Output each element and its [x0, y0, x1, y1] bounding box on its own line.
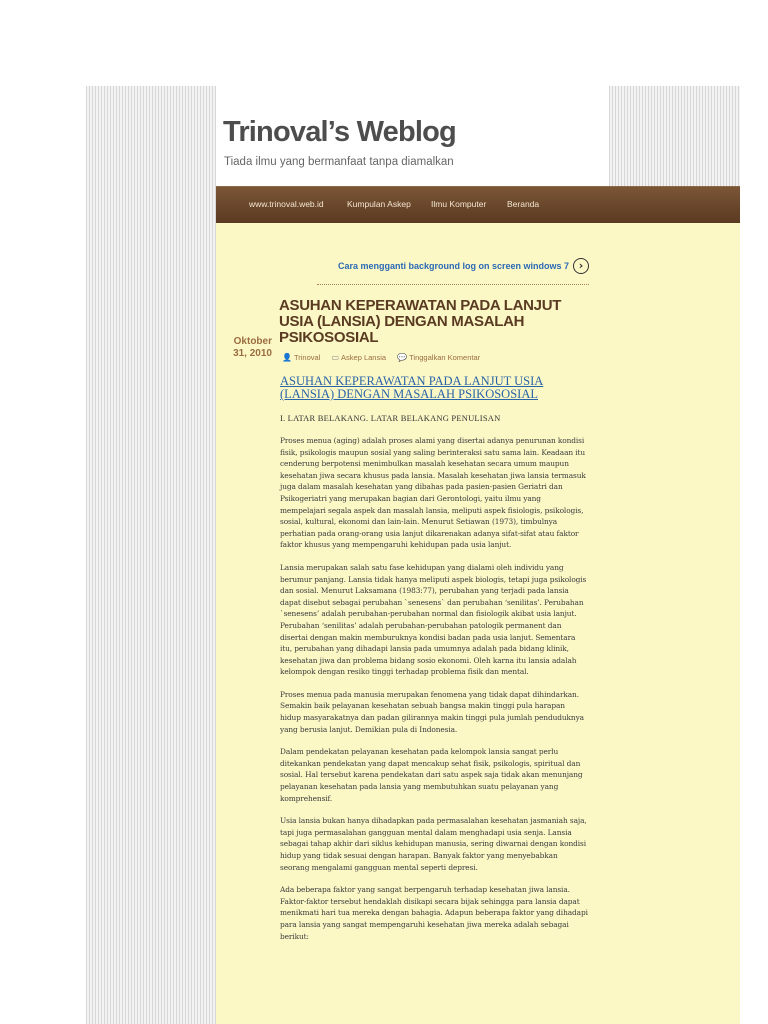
post-category[interactable]: [331, 353, 386, 362]
user-icon: 👤: [282, 353, 292, 362]
article-link[interactable]: ASUHAN KEPERAWATAN PADA LANJUT USIA (LANSIA) DENGAN MASALAH PSIKOSOSIAL: [280, 374, 544, 401]
next-post-link[interactable]: Cara mengganti background log on screen windows 7: [337, 261, 569, 271]
folder-icon: ▭: [331, 353, 340, 362]
post-title[interactable]: ASUHAN KEPERAWATAN PADA LANJUT USIA (LANSIA) DENGAN MASALAH PSIKOSOSIAL: [279, 297, 562, 346]
paragraph: Ada beberapa faktor yang sangat berpengaruh terhadap kesehatan jiwa lansia. Faktor-faktor tersebut hendaklah disikapi secara bijak sehingga para lansia dapat menikmati hari tua mereka dengan bahagia. Adapun beberapa faktor yang dihadapi para lansia yang sangat mempengaruhi kesehatan jiwa mereka adalah sebagai berikut:: [280, 885, 588, 941]
post-date-month: Oktober: [233, 336, 272, 347]
paragraph: Proses menua pada manusia merupakan fenomena yang tidak dapat dihindarkan. Semakin baik pelayanan kesehatan sebuah bangsa makin tinggi pula harapan hidup masyarakatnya dan padan gilirannya makin tinggi pula jumlah penduduknya yang berusia lanjut. Demikian pula di Indonesia.: [280, 689, 584, 734]
post-category-name: Askep Lansia: [341, 353, 387, 362]
post-date-day-year: 31, 2010: [233, 348, 272, 359]
blog-title[interactable]: Trinoval’s Weblog: [223, 116, 456, 148]
post-author[interactable]: [282, 353, 320, 362]
nav-item-ilmu-komputer[interactable]: Ilmu Komputer: [431, 199, 487, 209]
post-date: [222, 336, 272, 360]
main-navigation: [216, 186, 740, 223]
nav-item-website[interactable]: www.trinoval.web.id: [249, 199, 324, 209]
next-post-navigation: [317, 258, 589, 285]
blog-tagline: Tiada ilmu yang bermanfaat tanpa diamalkan: [224, 156, 454, 168]
post-comment-link[interactable]: [397, 353, 480, 362]
nav-item-kumpulan-askep[interactable]: Kumpulan Askep: [347, 199, 411, 209]
comment-icon: 💬: [397, 353, 408, 362]
left-background-stripes: [86, 86, 216, 1024]
post-meta: [282, 353, 489, 365]
paragraph: Lansia merupakan salah satu fase kehidupan yang dialami oleh individu yang berumur panjang. Lansia tidak hanya meliputi aspek biologis, tetapi juga psikologis dan sosial. Menurut Laksamana (1983:77), perubahan yang terjadi pada lansia dapat disebut sebagai perubahan `senesens` dan perubahan ‘senilitas’. Perubahan `senesens’ adalah perubahan-perubahan normal dan fisiologik akibat usia lanjut. Perubahan ‘senilitas’ adalah perubahan-perubahan patologik permanent dan disertai dengan makin memburuknya kondisi badan pada usia lanjut. Sementara itu, perubahan yang dihadapi lansia pada umumnya adalah pada bidang klinik, kesehatan jiwa dan problema bidang sosio ekonomi. Oleh karna itu lansia adalah kelompok dengan resiko tinggi terhadap problema fisik dan mental.: [280, 562, 587, 677]
chevron-right-circle-icon[interactable]: ›: [573, 258, 589, 274]
paragraph: Dalam pendekatan pelayanan kesehatan pada kelompok lansia sangat perlu ditekankan pendekatan yang dapat mencakup sehat fisik, psikologis, spiritual dan sosial. Hal tersebut karena pendekatan dari satu aspek saja tidak akan menunjang pelayanan kesehatan pada lansia yang membutuhkan suatu pelayanan yang komprehensif.: [280, 747, 583, 803]
nav-item-beranda[interactable]: Beranda: [507, 199, 540, 209]
post-author-name: Trinoval: [293, 353, 321, 362]
post-body: [280, 375, 588, 953]
section-heading: I. LATAR BELAKANG. LATAR BELAKANG PENULISAN: [280, 413, 501, 423]
post-comment-label: Tinggalkan Komentar: [409, 353, 481, 362]
paragraph: Usia lansia bukan hanya dihadapkan pada permasalahan kesehatan jasmaniah saja, tapi juga permasalahan gangguan mental dalam menghadapi usia senja. Lansia sebagai tahap akhir dari siklus kehidupan manusia, sering diwarnai dengan kondisi hidup yang tidak sesuai dengan harapan. Banyak faktor yang menyebabkan seorang mengalami gangguan mental seperti depresi.: [280, 816, 587, 872]
paragraph: Proses menua (aging) adalah proses alami yang disertai adanya penurunan kondisi fisik, psikologis maupun sosial yang saling berinteraksi satu sama lain. Keadaan itu cenderung berpotensi menimbulkan masalah kesehatan secara umum maupun kesehatan jiwa secara khusus pada lansia. Masalah kesehatan jiwa lansia termasuk juga dalam masalah kesehatan yang dibahas pada pasien-pasien Geriatri dan Psikogeriatri yang merupakan bagian dari Gerontologi, yaitu ilmu yang mempelajari segala aspek dan masalah lansia, meliputi aspek fisiologis, psikologis, sosial, kultural, ekonomi dan lain-lain. Menurut Setiawan (1973), timbulnya perhatian pada orang-orang usia lanjut dikarenakan adanya sifat-sifat atau faktor faktor khusus yang mempengaruhi kehidupan pada usia lanjut.: [280, 436, 586, 550]
